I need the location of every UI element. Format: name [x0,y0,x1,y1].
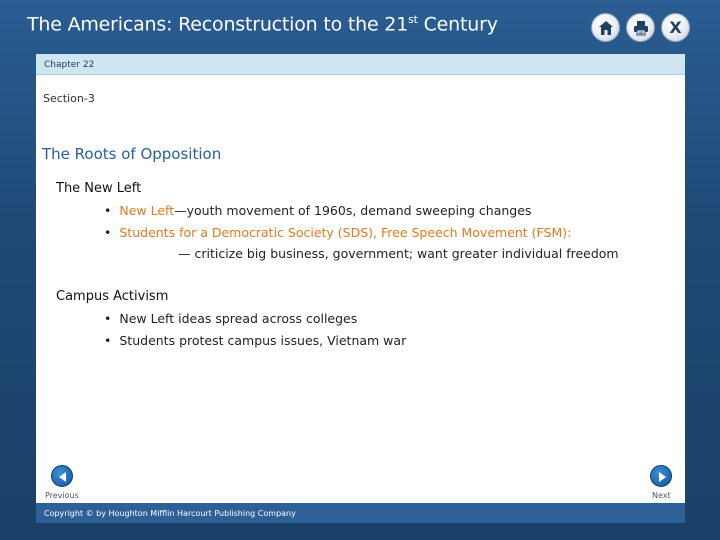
heading-new-left: The New Left [56,181,142,196]
home-button[interactable] [591,13,620,42]
close-icon: X [669,18,682,37]
close-button[interactable] [661,13,690,42]
bullet-item [104,311,357,326]
bullet-text: —youth movement of 1960s, demand sweeping changes [174,203,532,218]
next-button[interactable] [650,465,672,487]
copyright-footer: Copyright © by Houghton Mifflin Harcourt Publishing Company [36,503,685,523]
toolbar [591,13,690,42]
content-panel [36,54,685,523]
bullet-dot: • [104,225,112,240]
arrow-left-icon [52,466,74,488]
previous-button[interactable] [51,465,73,487]
bullet-continuation: — criticize big business, government; want greater individual freedom [178,246,619,261]
print-button[interactable] [626,13,655,42]
home-icon [597,19,615,37]
bullet-item [104,225,571,240]
bullet-text: New Left ideas spread across colleges [119,311,358,326]
section-label: Section-3 [43,92,95,105]
bullet-dot: • [104,311,112,326]
app-title: The Americans: Reconstruction to the 21st Century [27,13,498,36]
next-label[interactable]: Next [652,491,671,500]
bullet-item [104,333,406,348]
bullet-dot: • [104,333,112,348]
arrow-right-icon [651,466,673,488]
heading-campus-activism: Campus Activism [56,289,169,304]
chapter-label: Chapter 22 [36,54,685,75]
bullet-text: Students protest campus issues, Vietnam war [119,333,407,348]
bullet-dot: • [104,203,112,218]
slide-title: The Roots of Opposition [42,145,222,163]
bullet-item [104,203,531,218]
term-highlight: Students for a Democratic Society (SDS), Free Speech Movement (FSM): [119,225,572,240]
previous-label[interactable]: Previous [45,491,79,500]
print-icon [632,19,650,37]
term-highlight: New Left [119,203,175,218]
